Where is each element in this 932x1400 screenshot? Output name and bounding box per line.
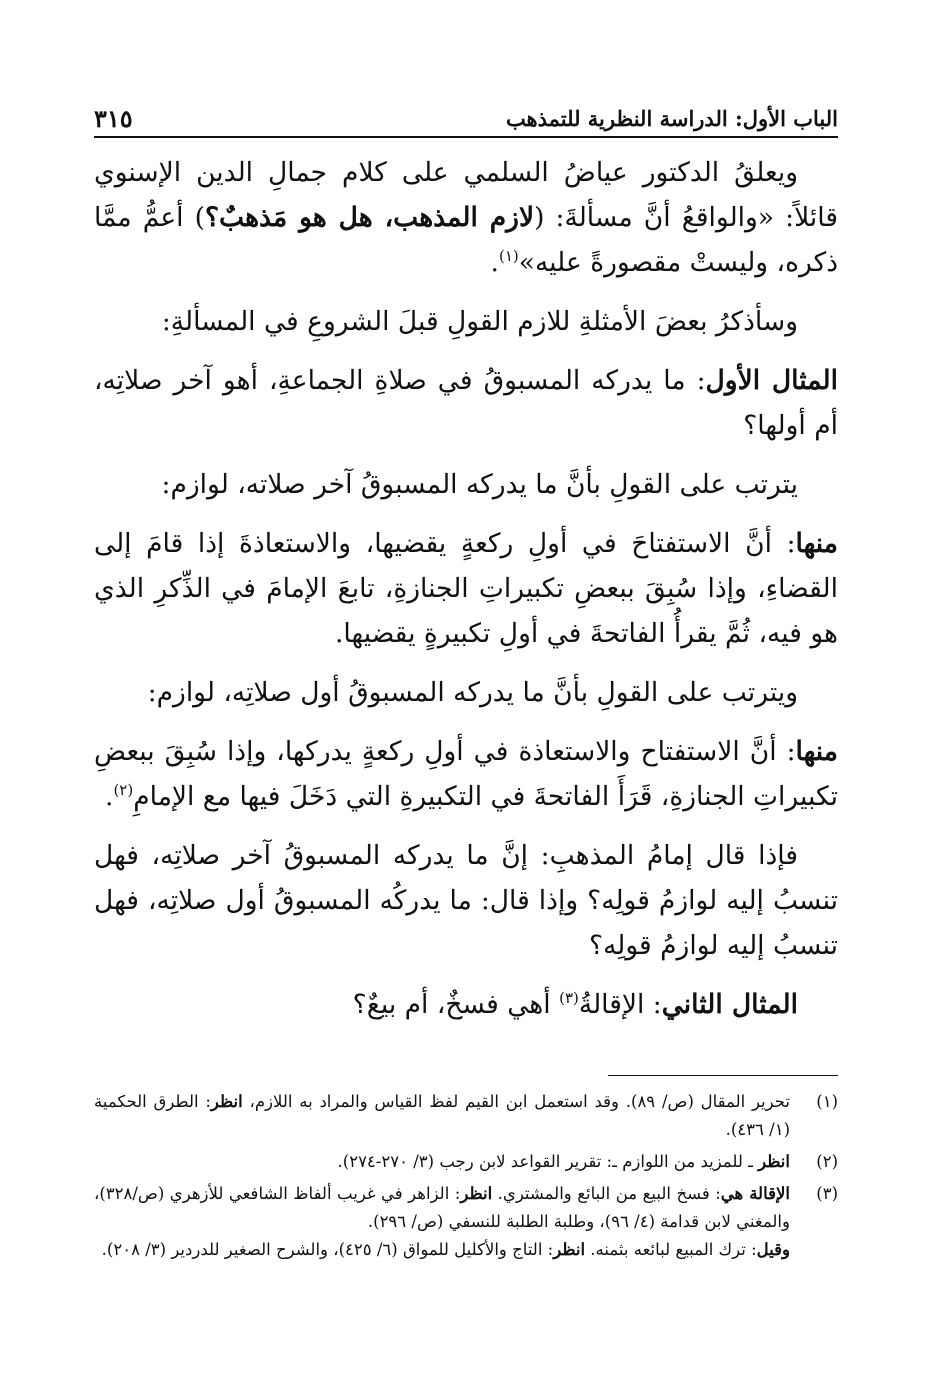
page-header (94, 98, 838, 134)
paragraph-6: ويترتب على القولِ بأنَّ ما يدركه المسبوقُ أول صلاتِه، لوازم: (147, 677, 798, 708)
footnote-2: (٢) انظر ـ للمزيد من اللوازم ـ: تقرير القواعد لابن رجب (٣/ ٢٧٠-٢٧٤). (94, 1148, 838, 1176)
footnote-ref-1[interactable]: (١) (498, 247, 519, 266)
footnote-ref-3[interactable]: (٣) (559, 989, 579, 1008)
footnotes (94, 1088, 838, 1268)
footnote-1: (١) تحرير المقال (ص/ ٨٩). وقد استعمل ابن القيم لفظ القياس والمراد به اللازم، انظر: الطرق الحكمية (١/ ٤٣٦). (94, 1088, 838, 1144)
header-rule (94, 136, 838, 138)
paragraph-9: المثال الثاني: الإقالةُ$^{(٣)}$ أهي فسخٌ، أم بيعٌ؟ (352, 989, 798, 1020)
footnote-separator (608, 1075, 838, 1076)
footnote-number: (١) (816, 1092, 838, 1111)
example-2-heading: المثال الثاني (661, 989, 798, 1020)
paragraph-3: المثال الأول: ما يدركه المسبوقُ في صلاةِ الجماعةِ، أهو آخر صلاتِه، أم أولها؟ (94, 365, 838, 441)
running-title: الباب الأول: الدراسة النظرية للتمذهب (505, 106, 838, 131)
paragraph-5: منها: أنَّ الاستفتاحَ في أولِ ركعةٍ يقضيها، والاستعاذةَ إذا قامَ إلى القضاءِ، وإذا سُبِقَ ببعضِ تكبيراتِ الجنازةِ، تابعَ الإمامَ في الذِّكرِ الذي هو فيه، ثُمَّ يقرأُ الفاتحةَ في أولِ تكبيرةٍ يقضيها. (94, 528, 838, 649)
paragraph-8: فإذا قال إمامُ المذهبِ: إنَّ ما يدركه المسبوقُ آخر صلاتِه، فهل تنسبُ إليه لوازمُ قولِه؟ وإذا قال: ما يدركُه المسبوقُ أول صلاتِه، فهل تنسبُ إليه لوازمُ قولِه؟ (94, 840, 838, 961)
paragraph-4: يترتب على القولِ بأنَّ ما يدركه المسبوقُ آخر صلاته، لوازم: (161, 469, 798, 500)
paragraph-1: ويعلقُ الدكتور عياضُ السلمي على كلام جمالِ الدين الإسنوي قائلاً: «والواقعُ أنَّ مسألةَ: (لازم المذهب، هل هو مَذهبٌ؟) أعمُّ ممَّا ذكره، وليستْ مقصورةً عليه»$^{(١)}$. (94, 157, 838, 278)
example-1-heading: المثال الأول (705, 365, 838, 396)
main-text (94, 150, 838, 1041)
footnote-3: (٣) الإقالة هي: فسخ البيع من البائع والمشتري. انظر: الزاهر في غريب ألفاظ الشافعي للأزهري (ص/٣٢٨)، والمغني لابن قدامة (٤/ ٩٦)، وطلبة الطلبة للنسفي (ص/ ٢٩٦). وقيل: ترك المبيع لبائعه بثمنه. انظر: التاج والأكليل للمواق (٦/ ٤٢٥)، والشرح الصغير للدردير (٣/ ٢٠٨). (94, 1180, 838, 1264)
paragraph-7: منها: أنَّ الاستفتاح والاستعاذة في أولِ ركعةٍ يدركها، وإذا سُبِقَ ببعضِ تكبيراتِ الجنازةِ، قَرَأَ الفاتحةَ في التكبيرةِ التي دَخَلَ فيها مع الإمامِ$^{(٢)}$. (94, 736, 838, 812)
page-number: ٣١٥ (94, 104, 133, 133)
footnote-number: (٢) (816, 1152, 838, 1171)
paragraph-2: وسأذكرُ بعضَ الأمثلةِ للازم القولِ قبلَ الشروعِ في المسألةِ: (161, 306, 798, 337)
footnote-ref-2[interactable]: (٢) (113, 781, 134, 800)
footnote-number: (٣) (816, 1184, 838, 1203)
